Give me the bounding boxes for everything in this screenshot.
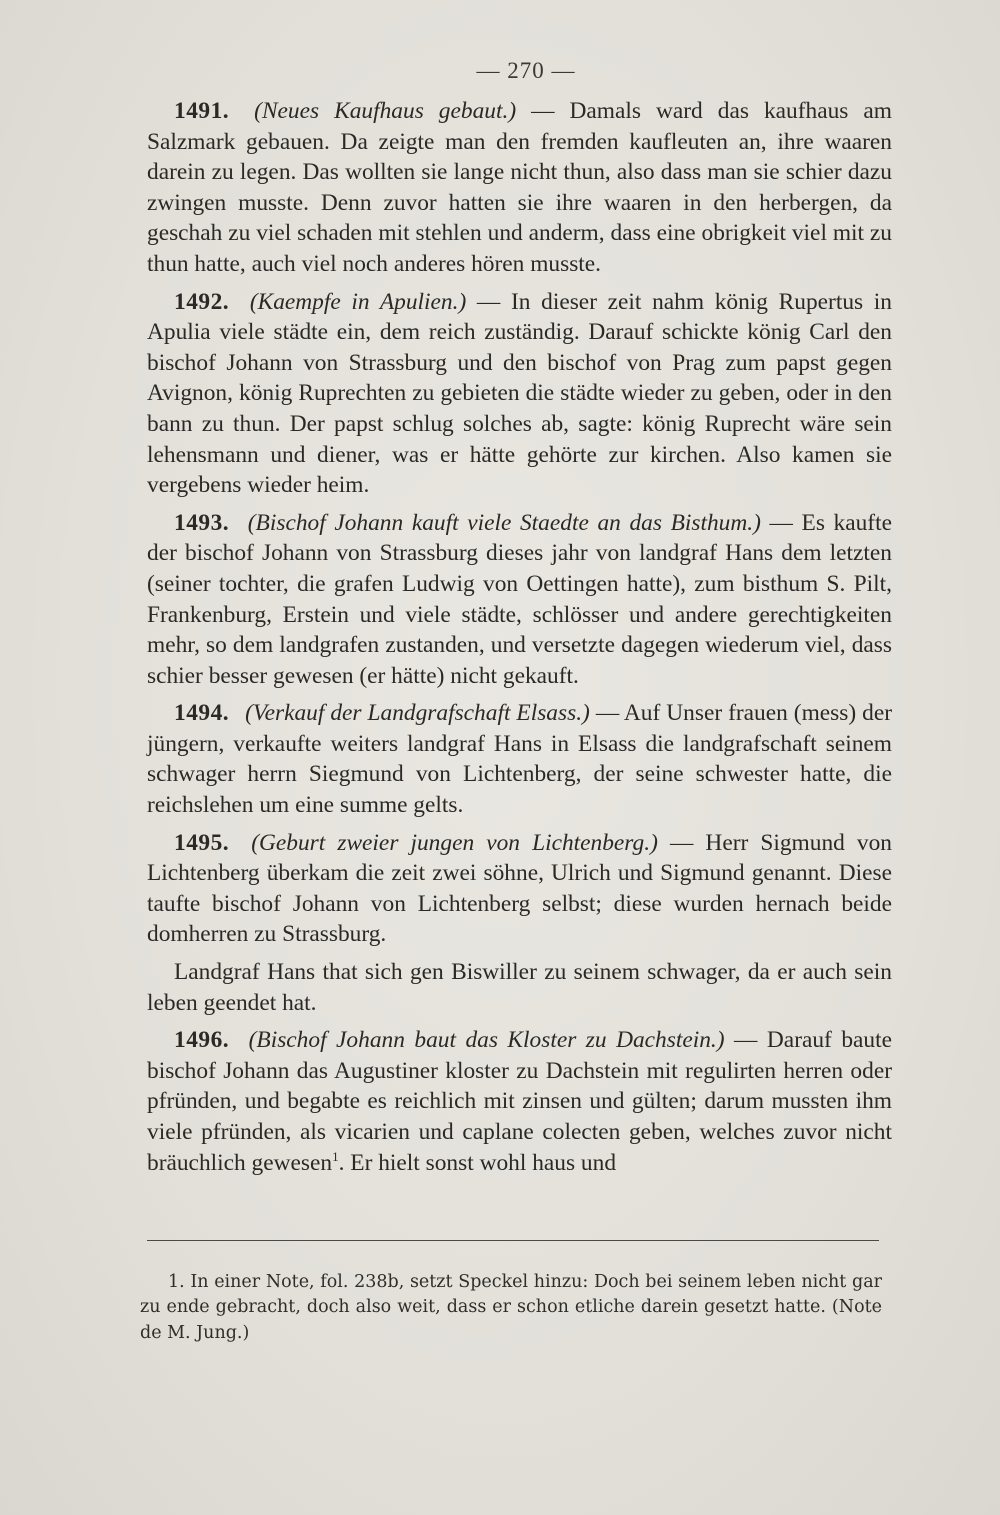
footnote-divider (147, 1240, 879, 1241)
entry-year: 1496. (174, 1027, 230, 1054)
entry-heading: (Bischof Johann kauft viele Staedte an das Bisthum.) (247, 509, 761, 536)
entry-year: 1492. (174, 288, 230, 315)
entry-text: — Darauf baute bischof Johann das Augustiner kloster zu Dachstein mit regulirten herren oder pfründen, und begabte es reichlich mit zinsen und gülten; darum mussten ihm viele pfründen, als vicarien und caplane colecten geben, welches zuvor nicht bräuchlich gewesen (147, 1027, 892, 1176)
entry-1495 (147, 828, 892, 950)
entry-1494 (147, 698, 892, 820)
entry-text: — Es kaufte der bischof Johann von Strassburg dieses jahr von landgraf Hans dem letzten (seiner tochter, die grafen Ludwig von Oettingen hatte), zum bisthum S. Pilt, Frankenburg, Erstein und viele städte, schlösser und andere gerechtigkeiten mehr, so dem landgrafen zustanden, und versetzte dagegen wiederum viel, dass schier besser gewesen (er hätte) nicht gekauft. (147, 509, 892, 689)
entry-heading: (Kaempfe in Apulien.) (249, 288, 467, 315)
main-text (147, 96, 892, 1185)
entry-1492 (147, 287, 892, 501)
entry-1496 (147, 1025, 892, 1178)
entry-text: — Auf Unser frauen (mess) der jüngern, verkaufte weiters landgraf Hans in Elsass die landgrafschaft seinem schwager herrn Siegmund von Lichtenberg, der seine schwester hatte, die reichslehen um eine summe gelts. (147, 700, 892, 819)
entry-year: 1491. (174, 98, 230, 124)
entry-year: 1495. (174, 829, 230, 856)
entry-heading: (Geburt zweier jungen von Lichtenberg.) (251, 829, 658, 856)
entry-year: 1493. (174, 509, 230, 536)
paragraph-1495-continued: Landgraf Hans that sich gen Biswiller zu seinem schwager, da er auch sein leben geendet hat. (147, 959, 892, 1016)
footnote: 1. In einer Note, fol. 238b, setzt Speckel hinzu: Doch bei seinem leben nicht gar zu ende gebracht, doch also weit, dass er schon etliche darein gesetzt hatte. (Note de M. Jung.) (140, 1271, 882, 1343)
entry-heading: (Verkauf der Landgrafschaft Elsass.) (245, 700, 590, 727)
page-number: — 270 — (476, 58, 576, 83)
entry-heading: (Neues Kaufhaus gebaut.) (254, 98, 517, 124)
entry-year: 1494. (174, 700, 230, 727)
entry-text: — Herr Sigmund von Lichtenberg überkam die zeit zwei söhne, Ulrich und Sigmund genannt. Diese taufte bischof Johann von Lichtenberg selbst; diese wurden hernach beide domherren zu Strassburg. (147, 829, 892, 948)
footnote-marker: 1 (332, 1148, 339, 1164)
entry-heading: (Bischof Johann baut das Kloster zu Dachstein.) (248, 1027, 725, 1054)
entry-text: — Damals ward das kaufhaus am Salzmark gebauen. Da zeigte man den fremden kaufleuten an, ihre waaren darein zu legen. Das wollten sie lange nicht thun, also dass man sie schier dazu zwingen musste. Denn zuvor hatten sie ihre waaren in den herbergen, da geschah zu viel schaden mit stehlen und anderm, dass eine obrigkeit viel mit zu thun hatte, auch viel noch anderes hören musste. (147, 98, 892, 277)
entry-1493 (147, 508, 892, 692)
entry-1491 (147, 96, 892, 280)
entry-text: — In dieser zeit nahm könig Rupertus in Apulia viele städte ein, dem reich zuständig. Darauf schickte könig Carl den bischof Johann von Strassburg und den bischof von Prag zum papst gegen Avignon, könig Ruprechten zu gebieten die städte wieder zu geben, oder in den bann zu thun. Der papst schlug solches ab, sagte: könig Ruprecht wäre sein lehensmann und diener, was er hätte gehörte zur kirchen. Also kamen sie vergebens wieder heim. (147, 288, 892, 499)
entry-text-continued: . Er hielt sonst wohl haus und (338, 1149, 617, 1176)
